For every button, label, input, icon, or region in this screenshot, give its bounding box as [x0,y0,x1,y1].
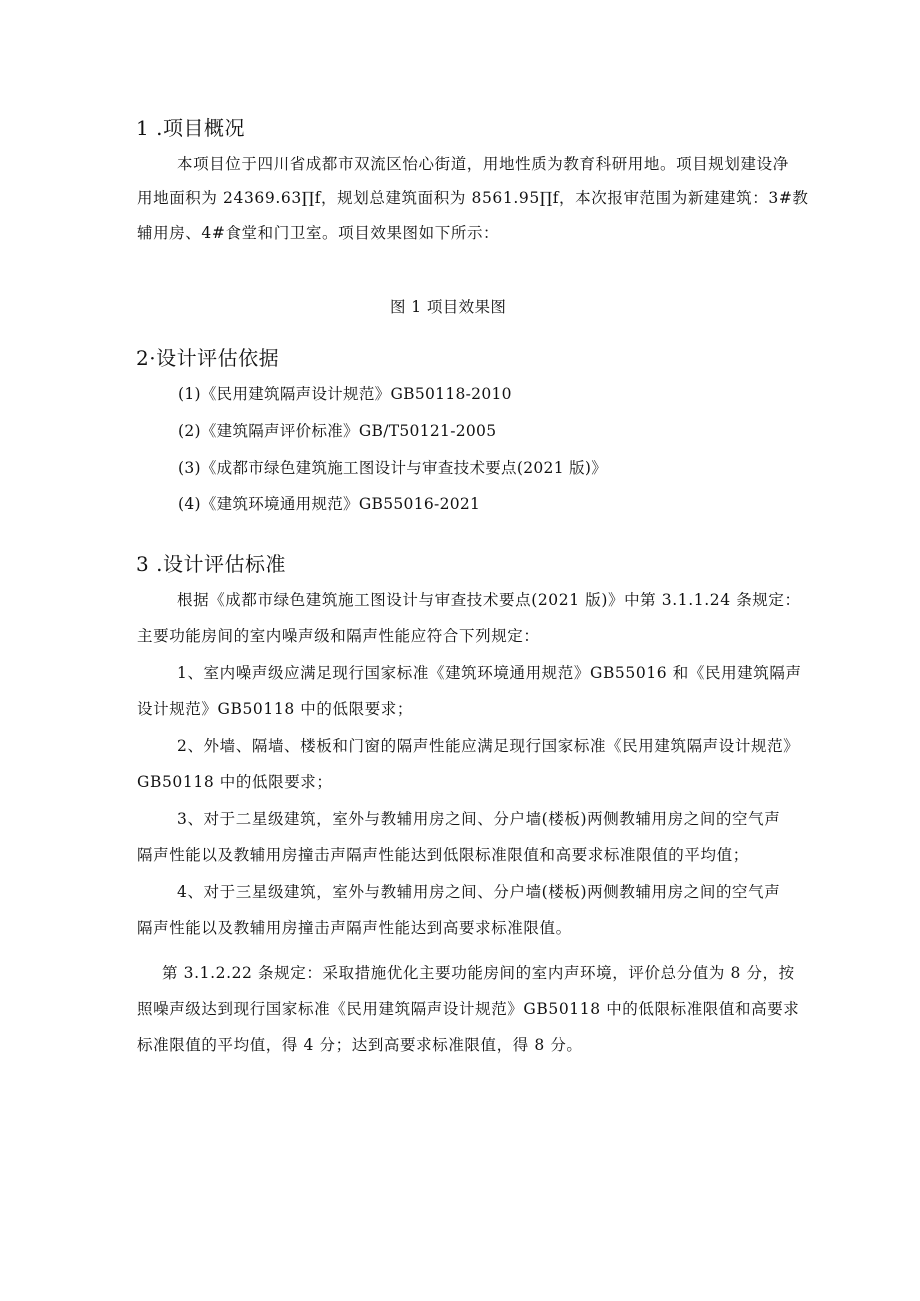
reference-item: (3)《成都市绿色建筑施工图设计与审查技术要点(2021 版)》 [178,459,608,477]
list-item-line: 3、对于二星级建筑，室外与教辅用房之间、分户墙(楼板)两侧教辅用房之间的空气声 [177,810,781,828]
paragraph-line: 本项目位于四川省成都市双流区怡心街道，用地性质为教育科研用地。项目规划建设净 [177,155,789,173]
section-2-heading: 2·设计评估依据 [136,346,280,370]
paragraph-line: 主要功能房间的室内噪声级和隔声性能应符合下列规定： [137,627,540,645]
list-item-line: 1、室内噪声级应满足现行国家标准《建筑环境通用规范》GB55016 和《民用建筑隔声 [177,664,802,682]
reference-item: (2)《建筑隔声评价标准》GB/T50121-2005 [178,422,497,440]
figure-caption: 图 1 项目效果图 [390,298,507,316]
list-item-line: 2、外墙、隔墙、楼板和门窗的隔声性能应满足现行国家标准《民用建筑隔声设计规范》 [177,737,800,755]
paragraph-line: 照噪声级达到现行国家标准《民用建筑隔声设计规范》GB50118 中的低限标准限值和高要求 [137,1000,800,1018]
list-item-line: 隔声性能以及教辅用房撞击声隔声性能达到低限标准限值和高要求标准限值的平均值； [137,846,749,864]
reference-item: (1)《民用建筑隔声设计规范》GB50118-2010 [178,385,512,403]
section-1-heading: 1 .项目概况 [136,116,245,140]
list-item-line: GB50118 中的低限要求； [137,773,333,791]
reference-item: (4)《建筑环境通用规范》GB55016-2021 [178,495,481,513]
section-3-heading: 3 .设计评估标准 [136,552,286,576]
list-item-line: 4、对于三星级建筑，室外与教辅用房之间、分户墙(楼板)两侧教辅用房之间的空气声 [177,883,781,901]
paragraph-line: 用地面积为 24369.63∏f，规划总建筑面积为 8561.95∏f，本次报审范围为新建建筑：3#教 [137,189,809,207]
list-item-line: 隔声性能以及教辅用房撞击声隔声性能达到高要求标准限值。 [137,919,572,937]
paragraph-line: 标准限值的平均值，得 4 分；达到高要求标准限值，得 8 分。 [137,1036,583,1054]
list-item-line: 设计规范》GB50118 中的低限要求； [137,700,414,718]
paragraph-line: 根据《成都市绿色建筑施工图设计与审查技术要点(2021 版)》中第 3.1.1.24 条规定： [177,591,801,609]
paragraph-line: 第 3.1.2.22 条规定：采取措施优化主要功能房间的室内声环境，评价总分值为 8 分，按 [162,964,795,982]
paragraph-line: 辅用房、4#食堂和门卫室。项目效果图如下所示： [137,224,500,242]
